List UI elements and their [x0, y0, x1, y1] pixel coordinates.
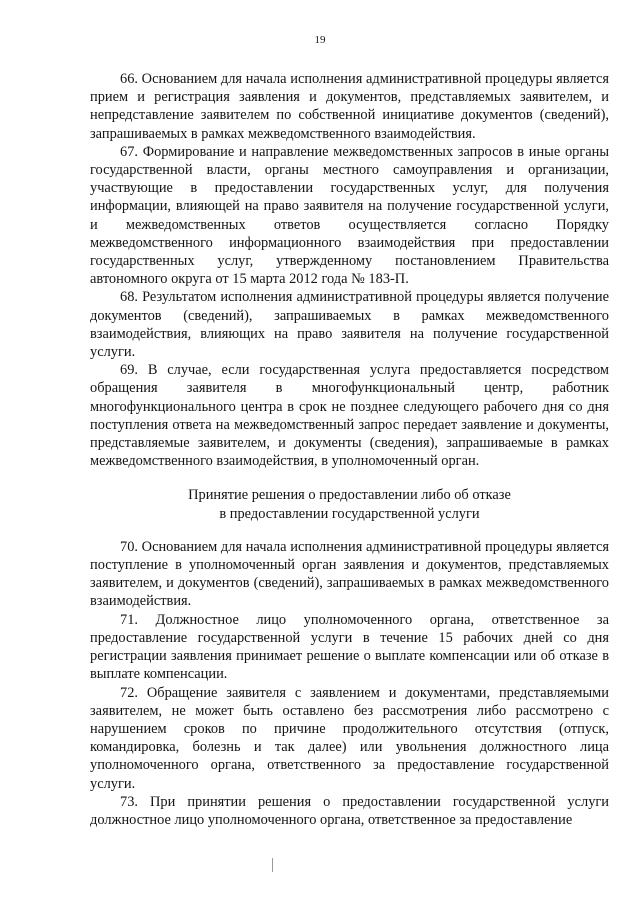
section-heading: [90, 486, 609, 522]
paragraph-66: 66. Основанием для начала исполнения административной процедуры является прием и регистрация заявления и документов, представляемых заявителем, и непредставление заявителем по собственной инициативе документов (сведений), запрашиваемых в рамках межведомственного взаимодействия.: [90, 71, 609, 142]
paragraph-70: 70. Основанием для начала исполнения административной процедуры является поступление в уполномоченный орган заявления и документов, представляемых заявителем, и документов (сведений), запрашиваемых в рамках межведомственного взаимодействия.: [90, 538, 609, 610]
page-number: 19: [314, 34, 326, 46]
paragraph-69: 69. В случае, если государственная услуга предоставляется посредством обращения заявителя в многофункциональный центр, работник многофункционального центра в срок не позднее следующего рабочего дня со дня поступления ответа на межведомственный запрос передает заявление и документы, представляемые заявителем, и документы (сведения), запрашиваемые в рамках межведомственного взаимодействия, в уполномоченный орган.: [90, 362, 609, 470]
paragraph-68: 68. Результатом исполнения административной процедуры является получение документов (сведений), запрашиваемых в рамках межведомственного взаимодействия, влияющих на право заявителя на получение государственной услуги.: [90, 289, 609, 361]
paragraph-72: 72. Обращение заявителя с заявлением и документами, представляемыми заявителем, не может быть оставлено без рассмотрения либо рассмотрено с нарушением сроков по причине продолжительного отсутствия (отпуск, командировка, болезнь и так далее) или увольнения должностного лица уполномоченного органа, ответственного за предоставление государственной услуги.: [90, 684, 609, 792]
paragraph-71: 71. Должностное лицо уполномоченного органа, ответственное за предоставление государственной услуги в течение 15 рабочих дней со дня регистрации заявления принимает решение о выплате компенсации или об отказе в выплате компенсации.: [90, 611, 609, 683]
document-body: [90, 70, 609, 829]
section-heading-line-1: Принятие решения о предоставлении либо об отказе: [188, 487, 511, 504]
paragraph-73: 73. При принятии решения о предоставлении государственной услуги должностное лицо уполномоченного органа, ответственное за предоставление: [90, 793, 609, 828]
paragraph-67: 67. Формирование и направление межведомственных запросов в иные органы государственной власти, органы местного самоуправления и организации, участвующие в предоставлении государственных услуг, для получения информации, влияющей на право заявителя на получение государственной услуги, и межведомственных ответов осуществляется согласно Порядку межведомственного информационного взаимодействия при предоставлении государственных услуг, утвержденному постановлением Правительства автономного округа от 15 марта 2012 года № 183-П.: [90, 143, 609, 288]
scan-mark: [272, 858, 273, 872]
section-heading-line-2: в предоставлении государственной услуги: [219, 505, 480, 522]
